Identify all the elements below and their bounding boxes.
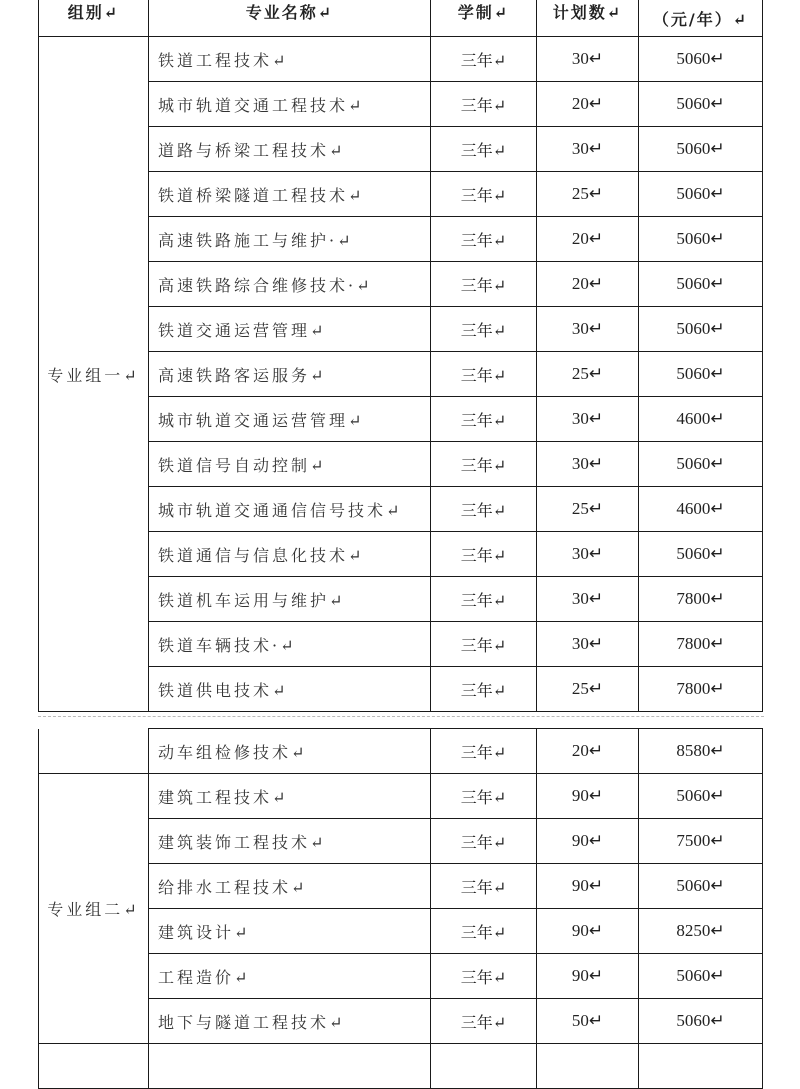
major-years: 三年↵ [431, 217, 537, 262]
major-years: 三年↵ [431, 442, 537, 487]
major-fee: 5060↵ [639, 262, 763, 307]
major-years: 三年↵ [431, 999, 537, 1044]
major-plan: 30↵ [537, 622, 639, 667]
major-fee: 5060↵ [639, 127, 763, 172]
enrollment-table-page1 [38, 0, 763, 712]
major-fee: 5060↵ [639, 172, 763, 217]
major-fee: 4600↵ [639, 397, 763, 442]
major-years: 三年↵ [431, 729, 537, 774]
major-name-next [149, 1044, 431, 1089]
major-name: 建筑工程技术↵ [149, 774, 431, 819]
major-fee: 7500↵ [639, 819, 763, 864]
major-plan: 50↵ [537, 999, 639, 1044]
major-plan: 20↵ [537, 729, 639, 774]
major-plan: 90↵ [537, 909, 639, 954]
major-name: 道路与桥梁工程技术↵ [149, 127, 431, 172]
major-plan: 25↵ [537, 667, 639, 712]
group-cell-next [39, 1044, 149, 1089]
major-years: 三年↵ [431, 819, 537, 864]
major-name: 城市轨道交通运营管理↵ [149, 397, 431, 442]
major-fee: 8250↵ [639, 909, 763, 954]
major-years: 三年↵ [431, 82, 537, 127]
major-name: 建筑设计↵ [149, 909, 431, 954]
major-plan: 25↵ [537, 172, 639, 217]
major-plan: 25↵ [537, 487, 639, 532]
major-fee: 5060↵ [639, 217, 763, 262]
header-plan: 计划数↵ [537, 0, 639, 37]
major-fee: 5060↵ [639, 954, 763, 999]
major-fee: 5060↵ [639, 442, 763, 487]
table-row [39, 774, 763, 819]
major-years: 三年↵ [431, 262, 537, 307]
major-plan: 90↵ [537, 864, 639, 909]
major-name: 铁道工程技术↵ [149, 37, 431, 82]
major-fee: 5060↵ [639, 352, 763, 397]
major-name: 铁道机车运用与维护↵ [149, 577, 431, 622]
table-row-next [39, 1044, 763, 1089]
major-fee: 5060↵ [639, 864, 763, 909]
major-years: 三年↵ [431, 172, 537, 217]
major-plan: 90↵ [537, 819, 639, 864]
major-fee: 5060↵ [639, 999, 763, 1044]
header-fee: （元/年）↵ [639, 0, 763, 37]
major-plan: 25↵ [537, 352, 639, 397]
header-years: 学制↵ [431, 0, 537, 37]
major-name: 铁道交通运营管理↵ [149, 307, 431, 352]
table-row [39, 729, 763, 774]
group1-rows [39, 37, 763, 712]
major-name: 城市轨道交通工程技术↵ [149, 82, 431, 127]
major-name: 铁道通信与信息化技术↵ [149, 532, 431, 577]
major-years: 三年↵ [431, 487, 537, 532]
major-fee: 5060↵ [639, 532, 763, 577]
group-label: 专业组一↵ [39, 37, 149, 712]
major-name: 地下与隧道工程技术↵ [149, 999, 431, 1044]
major-years: 三年↵ [431, 577, 537, 622]
page-break-line [38, 716, 764, 717]
page-break [0, 716, 800, 728]
major-name: 铁道桥梁隧道工程技术↵ [149, 172, 431, 217]
major-years: 三年↵ [431, 532, 537, 577]
major-plan-next [537, 1044, 639, 1089]
major-years: 三年↵ [431, 954, 537, 999]
major-name: 高速铁路客运服务↵ [149, 352, 431, 397]
major-plan: 30↵ [537, 127, 639, 172]
major-name: 给排水工程技术↵ [149, 864, 431, 909]
major-fee-next [639, 1044, 763, 1089]
major-years: 三年↵ [431, 909, 537, 954]
major-name: 铁道信号自动控制↵ [149, 442, 431, 487]
major-name: 工程造价↵ [149, 954, 431, 999]
major-name: 城市轨道交通通信信号技术↵ [149, 487, 431, 532]
enrollment-table-page2 [38, 728, 763, 1089]
major-plan: 20↵ [537, 82, 639, 127]
major-plan: 30↵ [537, 442, 639, 487]
major-plan: 90↵ [537, 954, 639, 999]
major-years: 三年↵ [431, 774, 537, 819]
major-name: 高速铁路施工与维护·↵ [149, 217, 431, 262]
major-fee: 5060↵ [639, 774, 763, 819]
major-plan: 30↵ [537, 397, 639, 442]
major-plan: 90↵ [537, 774, 639, 819]
table-header-row [39, 0, 763, 37]
major-plan: 30↵ [537, 532, 639, 577]
major-name: 铁道车辆技术·↵ [149, 622, 431, 667]
major-name: 铁道供电技术↵ [149, 667, 431, 712]
major-years: 三年↵ [431, 667, 537, 712]
major-fee: 4600↵ [639, 487, 763, 532]
major-years: 三年↵ [431, 622, 537, 667]
major-years: 三年↵ [431, 307, 537, 352]
header-group: 组别↵ [39, 0, 149, 37]
major-years: 三年↵ [431, 37, 537, 82]
major-plan: 30↵ [537, 577, 639, 622]
group-label: 专业组二↵ [39, 774, 149, 1044]
major-years: 三年↵ [431, 352, 537, 397]
major-fee: 5060↵ [639, 307, 763, 352]
major-plan: 20↵ [537, 217, 639, 262]
major-name: 动车组检修技术↵ [149, 729, 431, 774]
major-plan: 30↵ [537, 37, 639, 82]
major-fee: 8580↵ [639, 729, 763, 774]
major-years: 三年↵ [431, 397, 537, 442]
major-name: 建筑装饰工程技术↵ [149, 819, 431, 864]
major-plan: 30↵ [537, 307, 639, 352]
major-fee: 5060↵ [639, 82, 763, 127]
major-fee: 7800↵ [639, 577, 763, 622]
group-cell-empty [39, 729, 149, 774]
group2-rows [39, 774, 763, 1044]
major-years-next [431, 1044, 537, 1089]
table-row [39, 37, 763, 82]
major-fee: 7800↵ [639, 622, 763, 667]
major-fee: 5060↵ [639, 37, 763, 82]
major-name: 高速铁路综合维修技术·↵ [149, 262, 431, 307]
major-plan: 20↵ [537, 262, 639, 307]
major-fee: 7800↵ [639, 667, 763, 712]
header-major: 专业名称↵ [149, 0, 431, 37]
major-years: 三年↵ [431, 127, 537, 172]
major-years: 三年↵ [431, 864, 537, 909]
